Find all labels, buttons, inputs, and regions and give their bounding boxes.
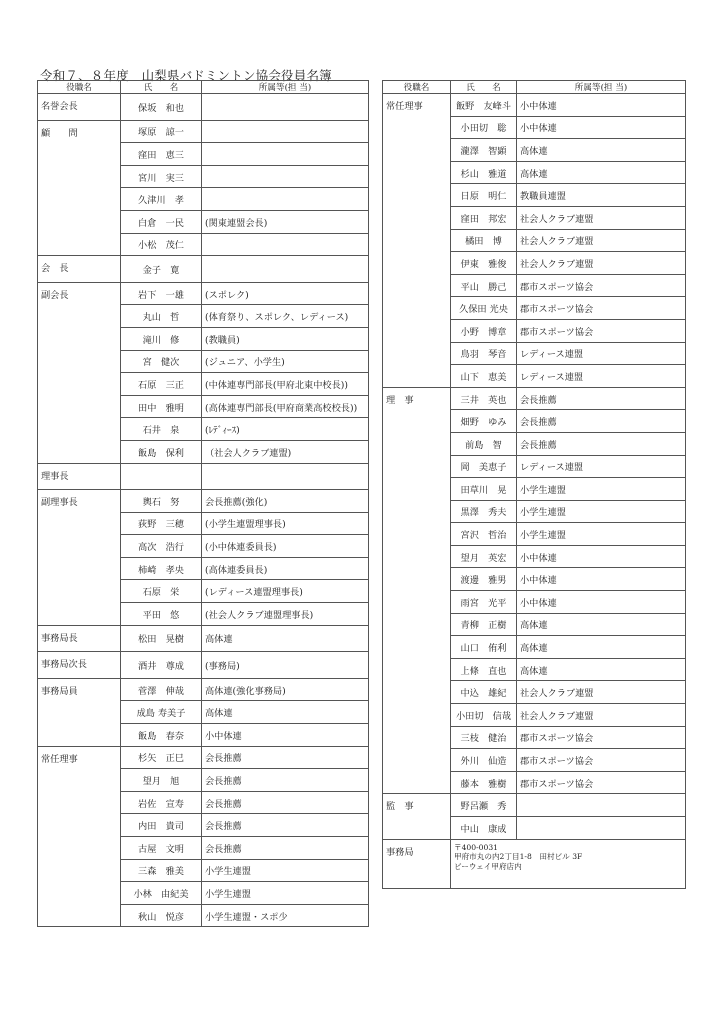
affiliation-cell: 小学生連盟 [517,523,686,546]
role-cell: 名誉会長 [38,94,121,121]
role-cell: 理 事 [383,387,451,794]
name-cell: 丸山 哲 [121,305,202,328]
affiliation-cell: 会長推薦 [202,814,369,837]
name-cell: 石井 泉 [121,418,202,441]
name-cell: 三井 英也 [451,387,517,410]
affiliation-cell [202,165,369,188]
affiliation-cell [202,143,369,166]
affiliation-cell: 郡市スポーツ協会 [517,771,686,794]
name-cell: 岡 美恵子 [451,455,517,478]
affiliation-cell: (社会人クラブ連盟理事長) [202,603,369,626]
name-cell: 外川 仙造 [451,749,517,772]
affiliation-cell: 社会人クラブ連盟 [517,681,686,704]
officer-table-right [382,80,686,889]
affiliation-cell: 会長推薦 [202,791,369,814]
name-cell: 小田切 信哉 [451,704,517,727]
name-cell: 畑野 ゆみ [451,410,517,433]
name-cell: 飯島 春奈 [121,724,202,747]
affiliation-cell: 会長推薦 [202,769,369,792]
name-cell: 山口 侑利 [451,636,517,659]
name-cell: 瀧澤 智顕 [451,139,517,162]
affiliation-cell: (高体連委員長) [202,557,369,580]
affiliation-cell: 小学生連盟 [202,882,369,905]
name-cell: 中山 康成 [451,817,517,840]
name-cell: 小野 博章 [451,319,517,342]
role-cell: 常任理事 [38,746,121,927]
name-cell: 秋山 悦彦 [121,904,202,927]
affiliation-cell [202,94,369,121]
affiliation-cell: 高体連 [517,658,686,681]
name-cell: 成島 寿美子 [121,701,202,724]
name-cell: 宮川 実三 [121,165,202,188]
name-cell: 菅澤 伸哉 [121,678,202,701]
affiliation-cell: 小学生連盟 [517,478,686,501]
affiliation-cell: 高体連 [517,161,686,184]
affiliation-cell: 小中体連 [517,116,686,139]
name-cell: 田草川 晃 [451,478,517,501]
name-cell: 金子 寛 [121,256,202,283]
name-cell: 保坂 和也 [121,94,202,121]
name-cell: 山下 恵美 [451,365,517,388]
affiliation-cell: (ﾚﾃﾞｨｰｽ) [202,418,369,441]
name-cell: 高次 浩行 [121,535,202,558]
name-cell: 三森 雅美 [121,859,202,882]
table-row [38,652,369,679]
affiliation-cell: 小学生連盟 [517,500,686,523]
name-cell: 宮 健次 [121,350,202,373]
affiliation-cell: 小中体連 [517,568,686,591]
table-header-row [383,81,686,94]
affiliation-cell: 会長推薦 [202,746,369,769]
name-cell: 石原 三正 [121,373,202,396]
name-cell: 古屋 文明 [121,837,202,860]
affiliation-cell: 高体連 [517,636,686,659]
name-cell: 田中 雅明 [121,395,202,418]
affiliation-cell: (関東連盟会長) [202,210,369,233]
affiliation-cell: 高体連 [202,625,369,652]
name-cell: 伊東 雅俊 [451,252,517,275]
name-cell: 白倉 一民 [121,210,202,233]
name-cell: 窪田 邦宏 [451,206,517,229]
affiliation-cell [202,120,369,143]
table-header-row [38,81,369,94]
office-address-line: 〒400-0031 [454,842,498,852]
affiliation-cell: 社会人クラブ連盟 [517,229,686,252]
role-cell: 事務局次長 [38,652,121,679]
name-cell: 内田 貴司 [121,814,202,837]
name-cell: 渡邊 雅男 [451,568,517,591]
name-cell: 藤本 雅樹 [451,771,517,794]
affiliation-cell: 小中体連 [517,94,686,117]
header-name: 氏 名 [451,81,517,94]
affiliation-cell: 会長推薦(強化) [202,490,369,513]
name-cell: 野呂瀬 秀 [451,794,517,817]
name-cell: 久津川 孝 [121,188,202,211]
role-cell: 会 長 [38,256,121,283]
affiliation-cell: 会長推薦 [202,837,369,860]
affiliation-cell: 高体連 [517,139,686,162]
role-cell: 顧 問 [38,120,121,256]
affiliation-cell: (体育祭り、スポレク、レディース) [202,305,369,328]
affiliation-cell: (高体連専門部長(甲府商業高校校長)) [202,395,369,418]
affiliation-cell [517,817,686,840]
affiliation-cell [202,463,369,490]
name-cell [121,463,202,490]
table-row [383,794,686,817]
affiliation-cell: 会長推薦 [517,410,686,433]
name-cell: 杉山 雅道 [451,161,517,184]
name-cell: 小林 由紀美 [121,882,202,905]
table-row [38,463,369,490]
table-row [38,490,369,513]
table-row [383,387,686,410]
affiliation-cell: 郡市スポーツ協会 [517,726,686,749]
name-cell: 望月 旭 [121,769,202,792]
table-row [38,94,369,121]
name-cell: 小田切 聡 [451,116,517,139]
affiliation-cell: 小中体連 [517,545,686,568]
name-cell: 三枝 健治 [451,726,517,749]
name-cell: 望月 英宏 [451,545,517,568]
role-cell: 常任理事 [383,94,451,388]
affiliation-cell: 郡市スポーツ協会 [517,274,686,297]
page-title: 令和７、８年度 山梨県バドミントン協会役員名簿 [40,68,332,83]
affiliation-cell: (小中体連委員長) [202,535,369,558]
affiliation-cell: レディース連盟 [517,342,686,365]
header-role: 役職名 [38,81,121,94]
affiliation-cell: 郡市スポーツ協会 [517,749,686,772]
affiliation-cell [202,188,369,211]
affiliation-cell: 小学生連盟・スポ少 [202,904,369,927]
name-cell: 久保田 光央 [451,297,517,320]
affiliation-cell: （社会人クラブ連盟) [202,440,369,463]
role-cell: 監 事 [383,794,451,839]
name-cell: 黒澤 秀夫 [451,500,517,523]
table-row [38,678,369,701]
affiliation-cell: 高体連 [202,701,369,724]
table-row [38,120,369,143]
affiliation-cell: 会長推薦 [517,432,686,455]
affiliation-cell: 会長推薦 [517,387,686,410]
name-cell: 中込 雄紀 [451,681,517,704]
affiliation-cell: 社会人クラブ連盟 [517,252,686,275]
affiliation-cell: (スポレク) [202,282,369,305]
name-cell: 平山 勝己 [451,274,517,297]
affiliation-cell: (中体連専門部長(甲府北東中校長)) [202,373,369,396]
table-row [38,625,369,652]
affiliation-cell [202,256,369,283]
name-cell: 日原 明仁 [451,184,517,207]
affiliation-cell: 高体連 [517,613,686,636]
office-address [451,839,686,888]
name-cell: 宮沢 哲治 [451,523,517,546]
name-cell: 岩佐 宣寿 [121,791,202,814]
name-cell: 荻野 三穂 [121,512,202,535]
affiliation-cell: (教職員) [202,327,369,350]
name-cell: 鳥羽 琴音 [451,342,517,365]
name-cell: 飯野 友峰斗 [451,94,517,117]
affiliation-cell [517,794,686,817]
name-cell: 青柳 正樹 [451,613,517,636]
affiliation-cell: 小学生連盟 [202,859,369,882]
affiliation-cell: 教職員連盟 [517,184,686,207]
affiliation-cell: レディース連盟 [517,455,686,478]
role-cell: 事務局長 [38,625,121,652]
header-affiliation: 所属等(担 当) [517,81,686,94]
name-cell: 柿崎 孝央 [121,557,202,580]
affiliation-cell: (事務局) [202,652,369,679]
header-name: 氏 名 [121,81,202,94]
office-address-line: 甲府市丸の内2丁目1-8 田村ビル 3F [454,852,583,862]
name-cell: 窪田 恵三 [121,143,202,166]
name-cell: 橘田 博 [451,229,517,252]
affiliation-cell: 社会人クラブ連盟 [517,206,686,229]
name-cell: 石原 栄 [121,580,202,603]
office-address-line: ビーウェイ甲府店内 [454,861,522,871]
table-row [38,746,369,769]
name-cell: 輿石 努 [121,490,202,513]
name-cell: 岩下 一雄 [121,282,202,305]
name-cell: 前島 智 [451,432,517,455]
affiliation-cell: 小中体連 [517,591,686,614]
name-cell: 飯島 保利 [121,440,202,463]
affiliation-cell: (ジュニア、小学生) [202,350,369,373]
name-cell: 酒井 尊成 [121,652,202,679]
officer-table-left [37,80,369,927]
office-row [383,839,686,888]
affiliation-cell: レディース連盟 [517,365,686,388]
role-cell: 副会長 [38,282,121,463]
affiliation-cell: 社会人クラブ連盟 [517,704,686,727]
affiliation-cell: (レディース連盟理事長) [202,580,369,603]
role-cell: 理事長 [38,463,121,490]
affiliation-cell: 高体連(強化事務局) [202,678,369,701]
header-role: 役職名 [383,81,451,94]
table-row [38,256,369,283]
table-row [383,94,686,117]
affiliation-cell: 郡市スポーツ協会 [517,319,686,342]
role-cell: 副理事長 [38,490,121,626]
name-cell: 塚原 諒一 [121,120,202,143]
name-cell: 平田 悠 [121,603,202,626]
affiliation-cell: 郡市スポーツ協会 [517,297,686,320]
header-affiliation: 所属等(担 当) [202,81,369,94]
table-row [38,282,369,305]
name-cell: 松田 晃樹 [121,625,202,652]
affiliation-cell: (小学生連盟理事長) [202,512,369,535]
affiliation-cell [202,233,369,256]
name-cell: 杉矢 正巳 [121,746,202,769]
name-cell: 小松 茂仁 [121,233,202,256]
office-role-cell: 事務局 [383,839,451,888]
role-cell: 事務局員 [38,678,121,746]
name-cell: 滝川 修 [121,327,202,350]
affiliation-cell: 小中体連 [202,724,369,747]
name-cell: 上條 直也 [451,658,517,681]
name-cell: 雨宮 光平 [451,591,517,614]
